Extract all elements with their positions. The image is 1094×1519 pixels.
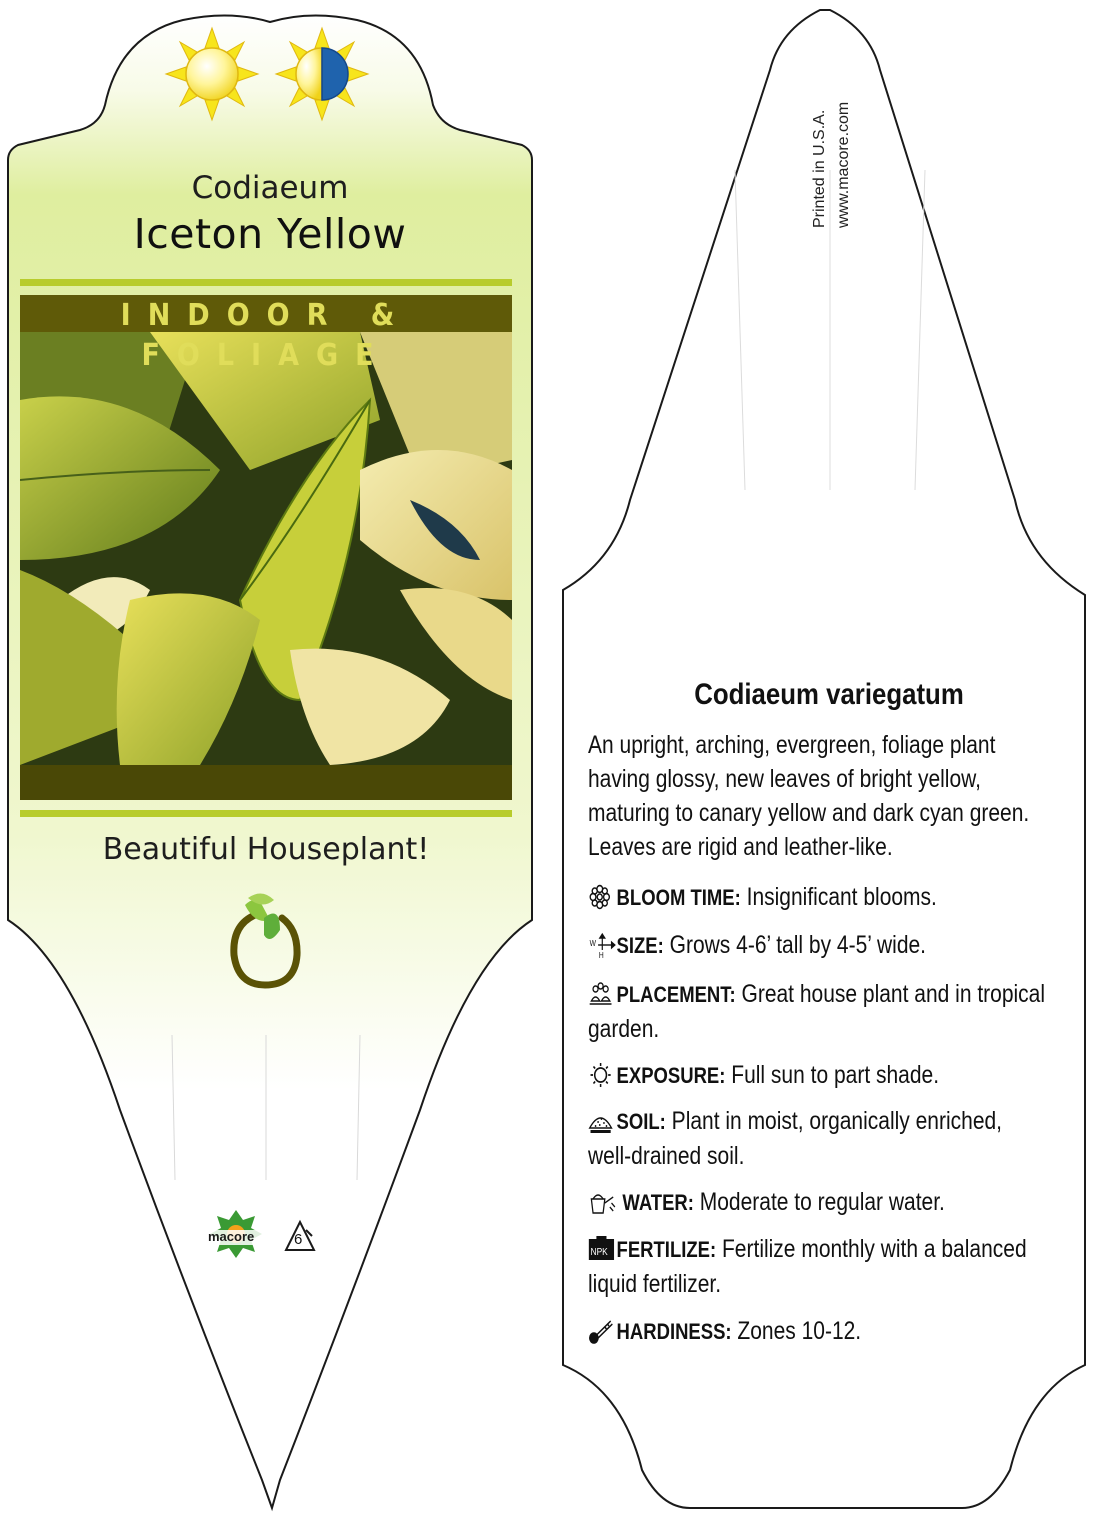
hardiness-value: Zones 10-12. [737,1317,862,1345]
placement-value: Great house plant and in tropical [741,980,1046,1008]
svg-text:H: H [598,950,604,958]
attr-hardiness [588,1314,1088,1349]
hardiness-label: HARDINESS: [616,1319,732,1344]
attr-bloom-time [588,880,1088,915]
attr-size [588,928,1088,963]
size-icon [588,932,617,958]
website-text: www.macore.com [835,101,852,228]
bloom-time-label: BLOOM TIME: [616,885,741,910]
fertilize-value-cont: liquid fertilizer. [588,1270,722,1298]
photo-footer-band [20,765,512,800]
exposure-icon [588,1062,617,1088]
bloom-time-value: Insignificant blooms. [746,883,937,911]
placement-value-cont: garden. [588,1015,660,1043]
species-name: Codiaeum variegatum [694,678,964,711]
soil-value: Plant in moist, organically enriched, [671,1107,1003,1135]
genus-name: Codiaeum [191,170,349,206]
brand-label: macore [208,1229,255,1244]
svg-text:NPK: NPK [590,1246,608,1258]
bloom-icon [588,884,617,910]
description [588,728,1078,864]
attr-water [588,1185,1088,1220]
rule-bottom [20,810,512,817]
exposure-label: EXPOSURE: [616,1063,726,1088]
fertilize-icon [588,1236,617,1262]
soil-icon [588,1108,617,1134]
water-icon [588,1189,617,1215]
attr-placement [588,977,1088,1046]
fertilize-value: Fertilize monthly with a balanced [721,1235,1027,1263]
water-label: WATER: [622,1190,694,1215]
soil-label: SOIL: [616,1109,666,1134]
full-sun-icon [166,28,258,120]
hardiness-icon [588,1318,617,1344]
water-value: Moderate to regular water. [699,1188,945,1216]
size-label: SIZE: [616,933,664,958]
attr-soil [588,1104,1088,1173]
fertilize-label: FERTILIZE: [616,1237,717,1262]
attr-exposure [588,1058,1088,1093]
description-line: Leaves are rigid and leather-like. [588,833,893,861]
tagline: Beautiful Houseplant! [102,832,430,867]
cultivar-name: Iceton Yellow [133,210,407,258]
placement-icon [588,981,617,1007]
rule-top [20,279,512,286]
printed-in-text: Printed in U.S.A. [811,109,828,228]
attr-fertilize [588,1232,1088,1301]
part-shade-icon [276,28,368,120]
size-value: Grows 4-6’ tall by 4-5’ wide. [669,931,927,959]
placement-label: PLACEMENT: [616,982,736,1007]
description-line: having glossy, new leaves of bright yellow, [588,765,982,793]
soil-value-cont: well-drained soil. [588,1142,745,1170]
svg-text:W: W [589,938,597,949]
recycle-code: 6 [294,1231,303,1248]
printer-info [783,80,852,260]
description-line: maturing to canary yellow and dark cyan green. [588,799,1030,827]
category-label: INDOOR & FOLIAGE [120,298,412,373]
description-line: An upright, arching, evergreen, foliage plant [588,731,996,759]
plant-photo [20,332,512,765]
exposure-value: Full sun to part shade. [731,1061,940,1089]
